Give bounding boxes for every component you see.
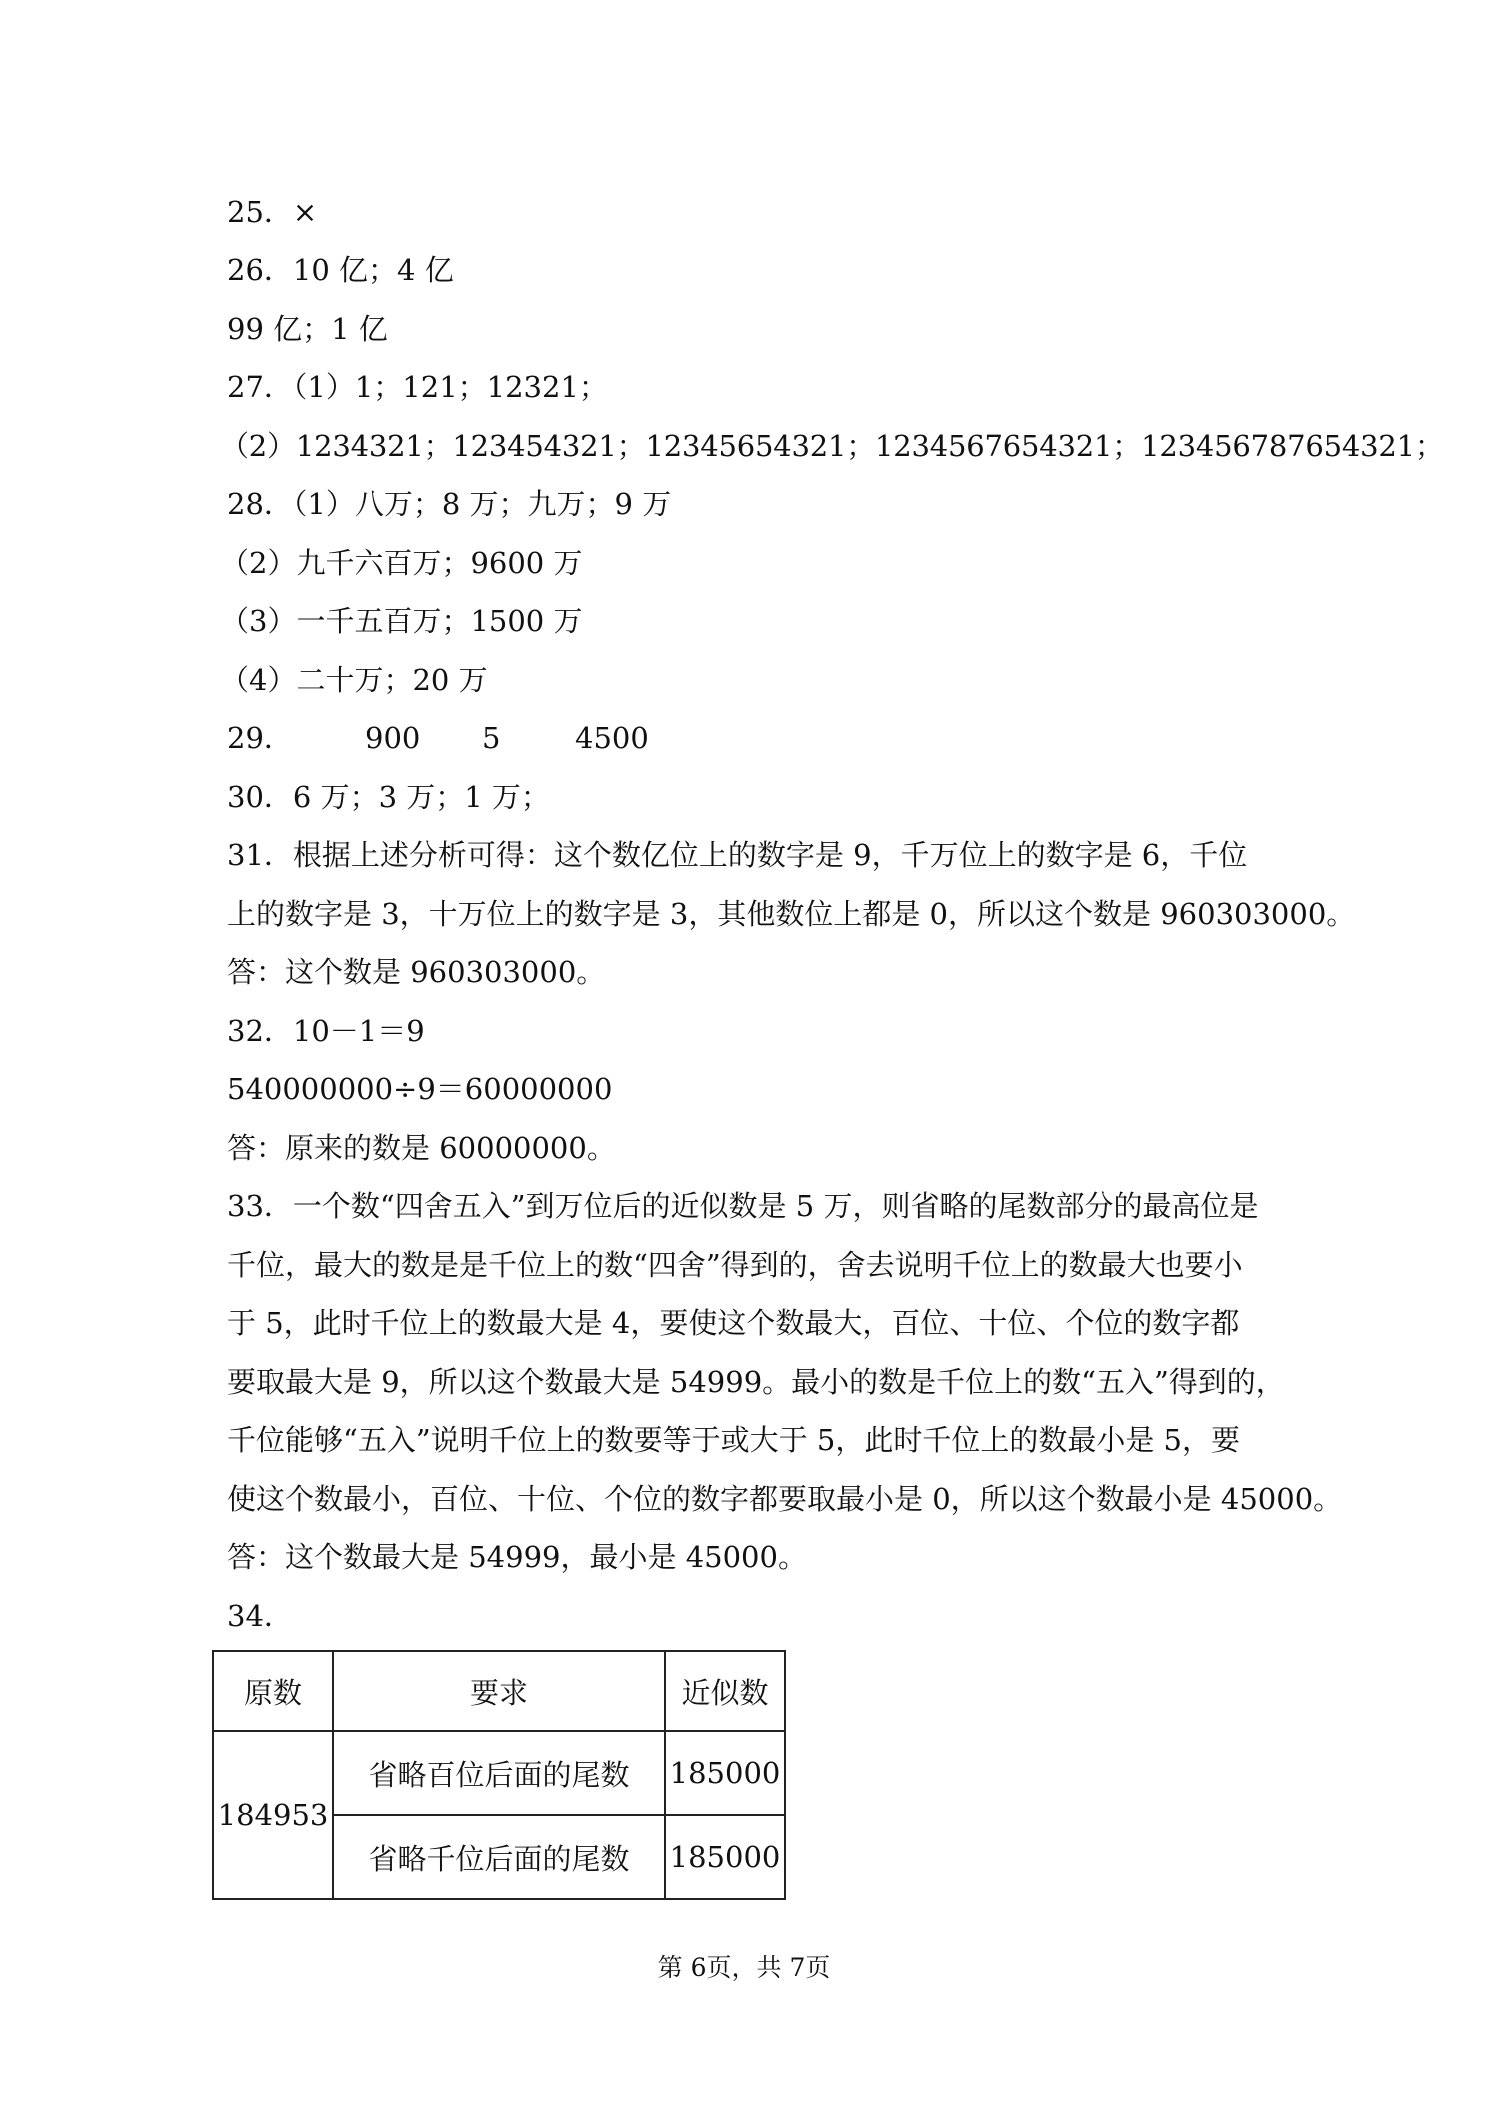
answer-29 <box>227 718 649 758</box>
answer-28-line-2: （2）九千六百万；9600 万 <box>220 546 583 580</box>
cell-approx: 185000 <box>665 1731 785 1815</box>
header-requirement: 要求 <box>333 1651 665 1731</box>
answer-32-line-1: 32．10－1＝9 <box>227 1014 425 1048</box>
table-header-row <box>213 1651 785 1731</box>
answer-32-line-2: 540000000÷9＝60000000 <box>227 1072 613 1106</box>
answer-32-conclusion: 答：原来的数是 60000000。 <box>227 1131 616 1165</box>
answer-29-value-1: 900 <box>365 721 421 755</box>
header-original: 原数 <box>213 1651 333 1731</box>
answer-33-line-4: 要取最大是 9，所以这个数最大是 54999。最小的数是千位上的数“五入”得到的， <box>227 1365 1285 1399</box>
answer-28-line-4: （4）二十万；20 万 <box>220 663 488 697</box>
cell-approx: 185000 <box>665 1815 785 1899</box>
answer-33-line-3: 于 5，此时千位上的数最大是 4，要使这个数最大，百位、十位、个位的数字都 <box>227 1306 1240 1340</box>
approximation-table <box>212 1650 786 1900</box>
answer-27-line-2: （2）1234321；123454321；12345654321；1234567654321；123456787654321； <box>220 429 1444 463</box>
cell-requirement: 省略千位后面的尾数 <box>333 1815 665 1899</box>
answer-31-conclusion: 答：这个数是 960303000。 <box>227 955 606 989</box>
answer-31-line-2: 上的数字是 3，十万位上的数字是 3，其他数位上都是 0，所以这个数是 960303000。 <box>227 897 1356 931</box>
table-row <box>213 1731 785 1815</box>
header-approx: 近似数 <box>665 1651 785 1731</box>
answer-33-line-6: 使这个数最小，百位、十位、个位的数字都要取最小是 0，所以这个数最小是 45000。 <box>227 1482 1343 1516</box>
answer-34: 34． <box>227 1599 293 1633</box>
answer-33-line-1: 33．一个数“四舍五入”到万位后的近似数是 5 万，则省略的尾数部分的最高位是 <box>227 1189 1259 1223</box>
page-footer: 第 6页，共 7页 <box>657 1953 831 1982</box>
answer-31-line-1: 31．根据上述分析可得：这个数亿位上的数字是 9，千万位上的数字是 6，千位 <box>227 838 1248 872</box>
answer-26-line-2: 99 亿；1 亿 <box>227 312 388 346</box>
answer-33-conclusion: 答：这个数最大是 54999，最小是 45000。 <box>227 1540 807 1574</box>
cell-requirement: 省略百位后面的尾数 <box>333 1731 665 1815</box>
answer-29-number: 29． <box>227 721 293 755</box>
answer-33-line-2: 千位，最大的数是是千位上的数“四舍”得到的，舍去说明千位上的数最大也要小 <box>227 1248 1243 1282</box>
answer-28-line-1: 28．（1）八万；8 万；九万；9 万 <box>227 487 672 521</box>
answer-27-line-1: 27．（1）1；121；12321； <box>227 370 608 404</box>
answer-33-line-5: 千位能够“五入”说明千位上的数要等于或大于 5，此时千位上的数最小是 5，要 <box>227 1423 1240 1457</box>
answer-26-line-1: 26．10 亿；4 亿 <box>227 253 454 287</box>
answer-29-value-3: 4500 <box>575 721 649 755</box>
answer-28-line-3: （3）一千五百万；1500 万 <box>220 604 583 638</box>
cell-original-number: 184953 <box>213 1731 333 1899</box>
answer-29-value-2: 5 <box>482 721 501 755</box>
answer-25: 25．× <box>227 195 318 229</box>
answer-30: 30．6 万；3 万；1 万； <box>227 780 550 814</box>
